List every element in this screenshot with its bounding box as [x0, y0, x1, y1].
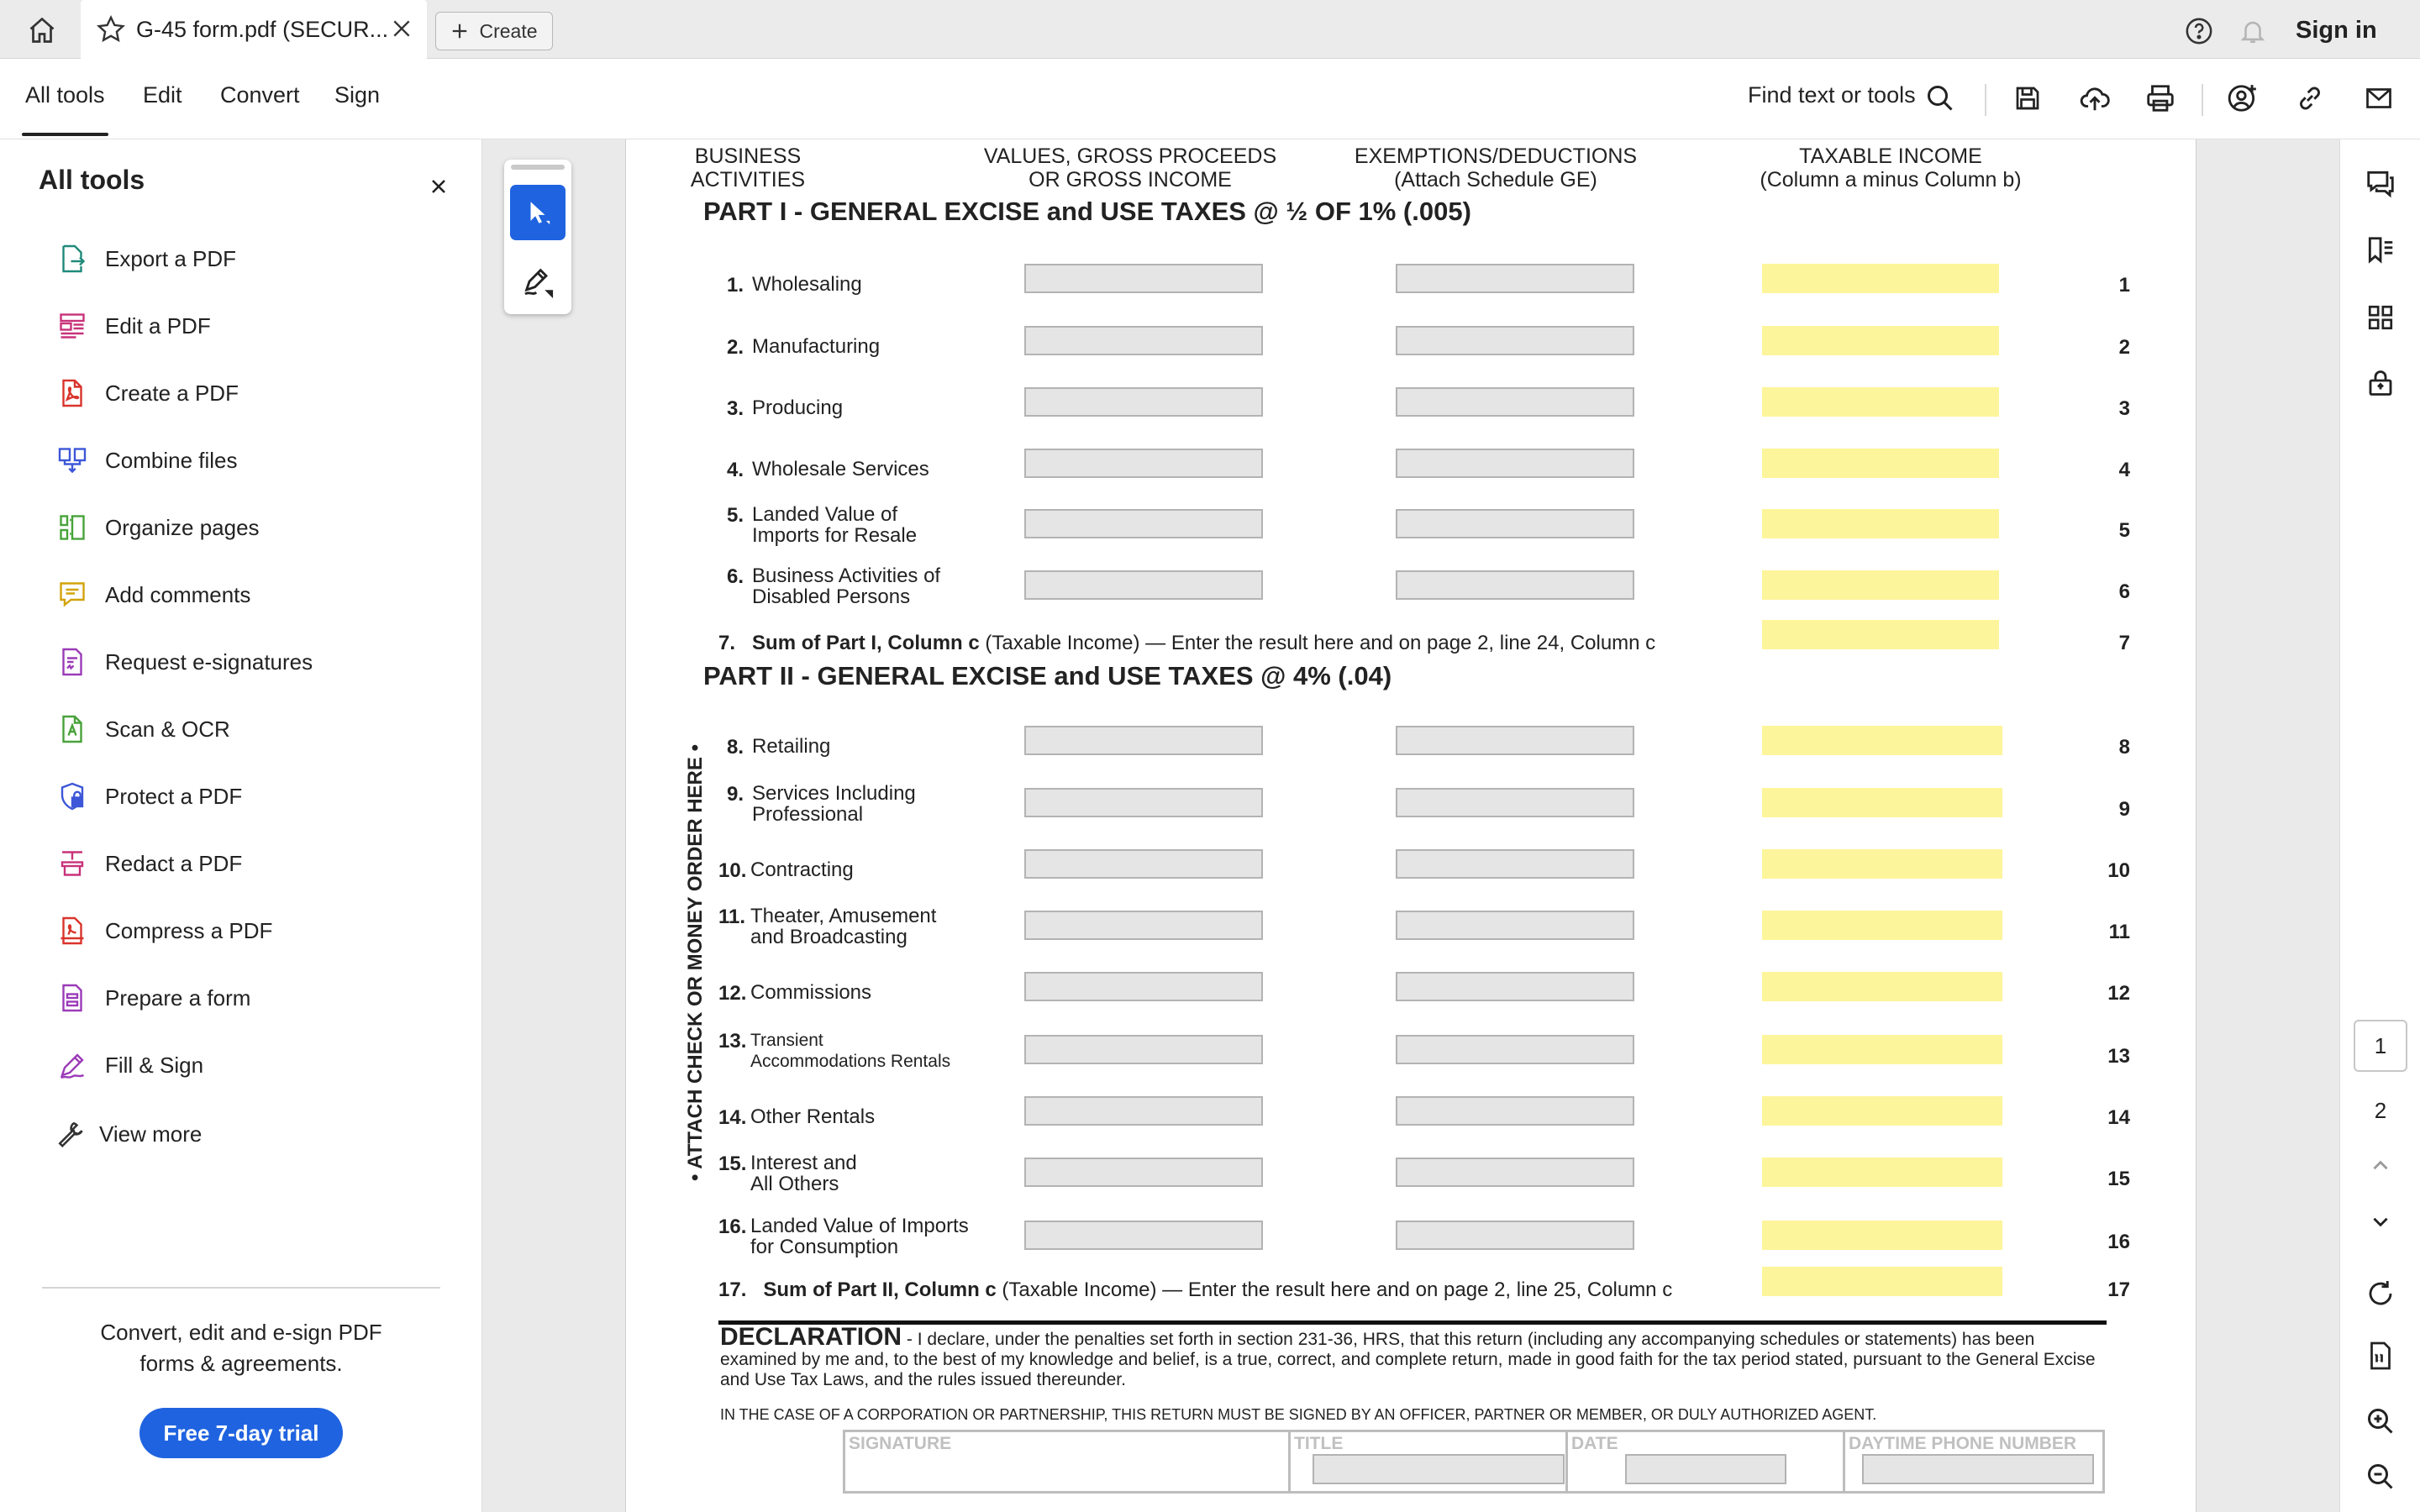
column-header-b	[979, 144, 1281, 192]
tool-compress-pdf[interactable]	[55, 906, 459, 956]
star-icon[interactable]	[92, 11, 129, 48]
exemptions-field[interactable]	[1396, 788, 1634, 817]
rotate-refresh-icon[interactable]	[2357, 1270, 2404, 1317]
line-label-text: Landed Value of	[752, 503, 898, 526]
exemptions-field[interactable]	[1396, 1158, 1634, 1187]
line-label-text: Manufacturing	[752, 335, 881, 358]
part-1-title: PART I - GENERAL EXCISE and USE TAXES @ ½ OF 1% (.005)	[703, 197, 1471, 226]
line-number: 11.	[718, 906, 746, 928]
gross-income-field[interactable]	[1024, 509, 1263, 538]
tool-label: Export a PDF	[105, 245, 237, 271]
notifications-bell-icon[interactable]	[2235, 13, 2270, 49]
line-label	[750, 1106, 875, 1127]
taxable-income-field[interactable]	[1762, 449, 1999, 478]
edit-pdf-icon	[55, 309, 89, 343]
line-label	[752, 274, 862, 295]
exemptions-field[interactable]	[1396, 509, 1634, 538]
taxable-income-field[interactable]	[1762, 570, 1999, 600]
tool-edit-pdf[interactable]	[55, 301, 459, 351]
sum-line-17	[718, 1278, 1672, 1302]
declaration-title: DECLARATION	[720, 1323, 902, 1351]
promo-line-1: Convert, edit and e-sign PDF	[100, 1320, 382, 1345]
chevron-down-icon[interactable]	[2357, 1198, 2404, 1245]
toolbar-divider	[1985, 84, 1986, 116]
part-2-title: PART II - GENERAL EXCISE and USE TAXES @ 4% (.04)	[703, 661, 1392, 690]
compress-pdf-icon	[55, 914, 89, 948]
tool-prepare-form[interactable]	[55, 973, 459, 1023]
tab-title: G-45 form.pdf (SECUR...	[136, 16, 389, 42]
exemptions-field[interactable]	[1396, 1035, 1634, 1064]
date-label: DATE	[1571, 1434, 1618, 1453]
line-label-text: Business Activities of	[752, 564, 941, 587]
print-icon[interactable]	[2139, 77, 2181, 119]
line-label-text-2: Professional	[752, 803, 864, 826]
gross-income-field[interactable]	[1024, 788, 1263, 817]
right-line-number: 13	[2107, 1045, 2130, 1068]
gross-income-field[interactable]	[1024, 1035, 1263, 1064]
fit-page-icon[interactable]	[2357, 1332, 2404, 1379]
tool-scan-ocr[interactable]	[55, 704, 459, 754]
view-more-link[interactable]	[54, 1109, 457, 1159]
taxable-income-field[interactable]	[1762, 911, 2002, 940]
line-number: 15.	[718, 1152, 747, 1175]
wrench-icon	[54, 1117, 87, 1151]
line-label-text: Producing	[752, 396, 844, 419]
column-header-d	[1727, 144, 2054, 192]
create-pdf-icon	[55, 376, 89, 410]
find-text-or-tools[interactable]: Find text or tools	[1748, 82, 1916, 108]
promo-line-2: forms & agreements.	[139, 1351, 343, 1376]
sum-line-7	[718, 632, 1655, 655]
right-line-number: 16	[2107, 1231, 2130, 1253]
line-label-text-2: All Others	[750, 1173, 839, 1195]
fill-sign-icon	[55, 1048, 89, 1082]
gross-income-field[interactable]	[1024, 726, 1263, 755]
line-label-text: Retailing	[752, 735, 831, 758]
taxable-income-field[interactable]	[1762, 326, 1999, 355]
right-line-number: 4	[2118, 459, 2130, 481]
taxable-income-field[interactable]	[1762, 726, 2002, 755]
home-icon[interactable]	[20, 12, 64, 49]
line-label-text-2: Imports for Resale	[752, 524, 918, 547]
menu-bar	[0, 59, 2420, 139]
export-pdf-icon	[55, 242, 89, 276]
line-label	[752, 397, 843, 418]
gross-income-field[interactable]	[1024, 570, 1263, 600]
sum-17-text: (Taxable Income) — Enter the result here and on page 2, line 25, Column c	[996, 1278, 1673, 1301]
line-label-text: Commissions	[750, 981, 872, 1004]
exemptions-field[interactable]	[1396, 326, 1634, 355]
taxable-income-field[interactable]	[1762, 1035, 2002, 1064]
line-label	[750, 982, 871, 1003]
tool-label: Combine files	[105, 447, 238, 473]
help-icon[interactable]	[2181, 13, 2217, 49]
document-tab[interactable]	[81, 0, 427, 59]
line-17-taxable-field[interactable]	[1762, 1267, 2002, 1296]
line-label	[752, 336, 880, 357]
line-number: 6.	[727, 565, 744, 588]
line-label-text: Services Including	[752, 782, 916, 805]
tool-create-pdf[interactable]	[55, 368, 459, 418]
protect-pdf-icon	[55, 780, 89, 813]
exemptions-field[interactable]	[1396, 1096, 1634, 1126]
line-label-text: Transient	[750, 1031, 823, 1050]
line-label-text-2: and Broadcasting	[750, 926, 908, 948]
right-line-number: 3	[2118, 397, 2130, 420]
right-line-number: 17	[2107, 1278, 2130, 1301]
gross-income-field[interactable]	[1024, 1096, 1263, 1126]
exemptions-field[interactable]	[1396, 1221, 1634, 1250]
tool-add-comments[interactable]	[55, 570, 459, 620]
line-label-text: Wholesale Services	[752, 458, 929, 480]
right-line-number: 1	[2118, 274, 2130, 297]
pdf-page	[625, 139, 2196, 1512]
taxable-income-field[interactable]	[1762, 849, 2002, 879]
create-label: Create	[479, 19, 538, 42]
exemptions-field[interactable]	[1396, 972, 1634, 1001]
promo-text	[50, 1317, 432, 1379]
line-label-text: Landed Value of Imports	[750, 1215, 969, 1237]
col-d-line1: TAXABLE INCOME	[1799, 144, 1982, 168]
line-label-text: Contracting	[750, 858, 854, 881]
col-b-line2: OR GROSS INCOME	[1028, 168, 1232, 192]
corporation-note: IN THE CASE OF A CORPORATION OR PARTNERSHIP, THIS RETURN MUST BE SIGNED BY AN OFFICER, PARTNER OR MEMBER, OR DULY AUTHORIZED AGENT.	[720, 1406, 1877, 1423]
line-number: 3.	[727, 397, 744, 420]
redact-pdf-icon	[55, 847, 89, 880]
taxable-income-field[interactable]	[1762, 1158, 2002, 1187]
signature-table	[843, 1430, 2105, 1494]
declaration-text: - I declare, under the penalties set forth in section 231-36, HRS, that this return (including any accompanying schedules or statements) has been examined by me and, to the best of my knowledge and belief, is a true, correct, and complete return, made in good faith for the tax period stated, pursuant to the General Excise and Use Tax Laws, and the rules issued thereunder.	[720, 1330, 2096, 1389]
all-tools-panel	[0, 139, 482, 1512]
col-a-line1: BUSINESS	[694, 144, 802, 168]
line-number: 13.	[718, 1030, 747, 1053]
taxable-income-field[interactable]	[1762, 788, 2002, 817]
line-label	[752, 459, 929, 480]
line-number: 2.	[727, 336, 744, 359]
sum-7-bold: Sum of Part I, Column c	[752, 632, 980, 654]
right-line-number: 5	[2118, 519, 2130, 542]
exemptions-field[interactable]	[1396, 449, 1634, 478]
tab-bar	[0, 0, 2420, 59]
right-line-number: 2	[2118, 336, 2130, 359]
phone-label: DAYTIME PHONE NUMBER	[1849, 1434, 2077, 1453]
search-icon[interactable]	[1919, 77, 1961, 119]
tool-label: Request e-signatures	[105, 648, 313, 675]
gross-income-field[interactable]	[1024, 849, 1263, 879]
organize-pages-icon	[55, 511, 89, 544]
exemptions-field[interactable]	[1396, 264, 1634, 293]
line-number: 12.	[718, 982, 747, 1005]
line-label	[750, 906, 936, 948]
taxable-income-field[interactable]	[1762, 264, 1999, 293]
right-line-number: 6	[2118, 580, 2130, 603]
taxable-income-field[interactable]	[1762, 1096, 2002, 1126]
signature-label: SIGNATURE	[849, 1434, 952, 1453]
page-number[interactable]: 2	[2374, 1097, 2387, 1123]
chevron-up-icon[interactable]	[2357, 1142, 2404, 1189]
menu-edit[interactable]: Edit	[143, 82, 182, 108]
exemptions-field[interactable]	[1396, 570, 1634, 600]
plus-icon	[450, 22, 469, 40]
lock-share-icon[interactable]	[2357, 360, 2404, 407]
line-label	[752, 783, 916, 825]
tool-label: Prepare a form	[105, 984, 251, 1011]
line-label	[752, 565, 940, 607]
scan-ocr-icon	[55, 712, 89, 746]
line-label-text-2: Accommodations Rentals	[750, 1052, 951, 1071]
menu-convert[interactable]: Convert	[220, 82, 300, 108]
gross-income-field[interactable]	[1024, 264, 1263, 293]
menu-all-tools[interactable]: All tools	[25, 82, 105, 116]
declaration	[720, 1323, 2115, 1390]
attach-check-note: • ATTACH CHECK OR MONEY ORDER HERE •	[684, 744, 707, 1181]
col-d-line2: (Column a minus Column b)	[1760, 168, 2022, 192]
taxable-income-field[interactable]	[1762, 1221, 2002, 1250]
right-line-number: 15	[2107, 1168, 2130, 1190]
tool-label: Scan & OCR	[105, 716, 230, 742]
phone-field[interactable]	[1862, 1454, 2094, 1484]
thumbnails-grid-icon[interactable]	[2357, 294, 2404, 341]
line-number: 14.	[718, 1106, 747, 1129]
sum-7-number: 7.	[718, 632, 736, 654]
line-label	[750, 1215, 969, 1257]
tool-label: Edit a PDF	[105, 312, 211, 339]
line-number: 8.	[727, 736, 744, 759]
link-icon[interactable]	[2289, 77, 2331, 119]
line-number: 10.	[718, 859, 747, 882]
line-label	[752, 504, 917, 546]
tool-fill-sign[interactable]	[55, 1040, 459, 1090]
close-tab-icon[interactable]	[385, 12, 418, 45]
sum-17-bold: Sum of Part II, Column c	[763, 1278, 997, 1301]
taxable-income-field[interactable]	[1762, 509, 1999, 538]
line-label-text-2: Disabled Persons	[752, 585, 911, 608]
tool-combine-files[interactable]	[55, 435, 459, 486]
close-panel-icon[interactable]	[420, 168, 457, 205]
right-line-number: 9	[2118, 798, 2130, 821]
line-label-text-2: for Consumption	[750, 1236, 899, 1258]
bookmarks-icon[interactable]	[2357, 227, 2404, 274]
line-label	[752, 736, 830, 757]
sum-17-number: 17.	[718, 1278, 747, 1301]
right-line-number: 11	[2108, 921, 2130, 943]
date-field[interactable]	[1625, 1454, 1786, 1484]
tool-organize-pages[interactable]	[55, 502, 459, 553]
sign-in-button[interactable]: Sign in	[2296, 17, 2377, 44]
gross-income-field[interactable]	[1024, 387, 1263, 417]
tool-request-esignatures[interactable]	[55, 637, 459, 687]
line-label-text: Theater, Amusement	[750, 905, 937, 927]
line-label	[750, 1030, 950, 1072]
exemptions-field[interactable]	[1396, 911, 1634, 940]
gross-income-field[interactable]	[1024, 326, 1263, 355]
tool-label: Redact a PDF	[105, 850, 243, 876]
exemptions-field[interactable]	[1396, 387, 1634, 417]
tool-label: Organize pages	[105, 514, 260, 540]
tool-export-pdf[interactable]	[55, 234, 459, 284]
col-b-line1: VALUES, GROSS PROCEEDS	[983, 144, 1277, 168]
col-c-line1: EXEMPTIONS/DEDUCTIONS	[1354, 144, 1638, 168]
line-number: 16.	[718, 1215, 747, 1238]
declaration-rule	[718, 1320, 2107, 1325]
gross-income-field[interactable]	[1024, 1158, 1263, 1187]
gross-income-field[interactable]	[1024, 911, 1263, 940]
right-line-number: 10	[2107, 859, 2130, 882]
exemptions-field[interactable]	[1396, 849, 1634, 879]
save-icon[interactable]	[2007, 77, 2049, 119]
taxable-income-field[interactable]	[1762, 972, 2002, 1001]
line-label-text: Other Rentals	[750, 1105, 876, 1128]
line-number: 1.	[727, 274, 744, 297]
tool-label: Compress a PDF	[105, 917, 273, 943]
email-icon[interactable]	[2358, 77, 2400, 119]
page-number-current[interactable]: 1	[2354, 1020, 2407, 1072]
line-number: 5.	[727, 504, 744, 527]
gross-income-field[interactable]	[1024, 972, 1263, 1001]
right-rail	[2339, 139, 2420, 1512]
tool-protect-pdf[interactable]	[55, 771, 459, 822]
title-label: TITLE	[1294, 1434, 1344, 1453]
create-button[interactable]	[435, 12, 553, 50]
line-label	[750, 859, 854, 880]
line-number: 9.	[727, 783, 744, 806]
tool-label: Protect a PDF	[105, 783, 243, 809]
zoom-out-icon[interactable]	[2357, 1453, 2404, 1500]
comments-icon[interactable]	[2357, 160, 2404, 207]
menu-sign[interactable]: Sign	[334, 82, 381, 108]
upload-cloud-icon[interactable]	[2074, 77, 2116, 119]
free-trial-button[interactable]: Free 7-day trial	[139, 1408, 343, 1458]
exemptions-field[interactable]	[1396, 726, 1634, 755]
add-comments-icon	[55, 578, 89, 612]
gross-income-field[interactable]	[1024, 1221, 1263, 1250]
share-user-icon[interactable]	[2222, 77, 2264, 119]
col-c-line2: (Attach Schedule GE)	[1394, 168, 1597, 192]
panel-divider	[42, 1287, 440, 1289]
tool-redact-pdf[interactable]	[55, 838, 459, 889]
col-a-line2: ACTIVITIES	[690, 168, 806, 192]
panel-title: All tools	[39, 165, 145, 195]
gross-income-field[interactable]	[1024, 449, 1263, 478]
line-label-text: Interest and	[750, 1152, 857, 1174]
combine-files-icon	[55, 444, 89, 477]
zoom-in-icon[interactable]	[2357, 1398, 2404, 1445]
draw-pen-icon[interactable]	[510, 254, 566, 309]
request-esign-icon	[55, 645, 89, 679]
signature-cell[interactable]	[845, 1432, 1291, 1491]
column-header-a	[676, 144, 819, 192]
view-more-label: View more	[99, 1121, 203, 1147]
line-label-text: Wholesaling	[752, 273, 862, 296]
right-line-number: 7	[2118, 632, 2130, 654]
tool-label: Create a PDF	[105, 380, 239, 406]
right-line-number: 12	[2107, 982, 2130, 1005]
prepare-form-icon	[55, 981, 89, 1015]
line-7-taxable-field[interactable]	[1762, 620, 1999, 649]
column-header-c	[1349, 144, 1643, 192]
drag-handle[interactable]	[511, 165, 565, 170]
tool-label: Fill & Sign	[105, 1052, 204, 1078]
line-label	[750, 1152, 857, 1194]
taxable-income-field[interactable]	[1762, 387, 1999, 417]
sum-7-text: (Taxable Income) — Enter the result here and on page 2, line 24, Column c	[979, 632, 1656, 654]
line-number: 4.	[727, 459, 744, 481]
right-line-number: 8	[2118, 736, 2130, 759]
select-cursor-icon[interactable]	[510, 185, 566, 240]
tool-label: Add comments	[105, 581, 251, 607]
toolbar-divider	[2202, 84, 2203, 116]
title-field[interactable]	[1313, 1454, 1565, 1484]
right-line-number: 14	[2107, 1106, 2130, 1129]
